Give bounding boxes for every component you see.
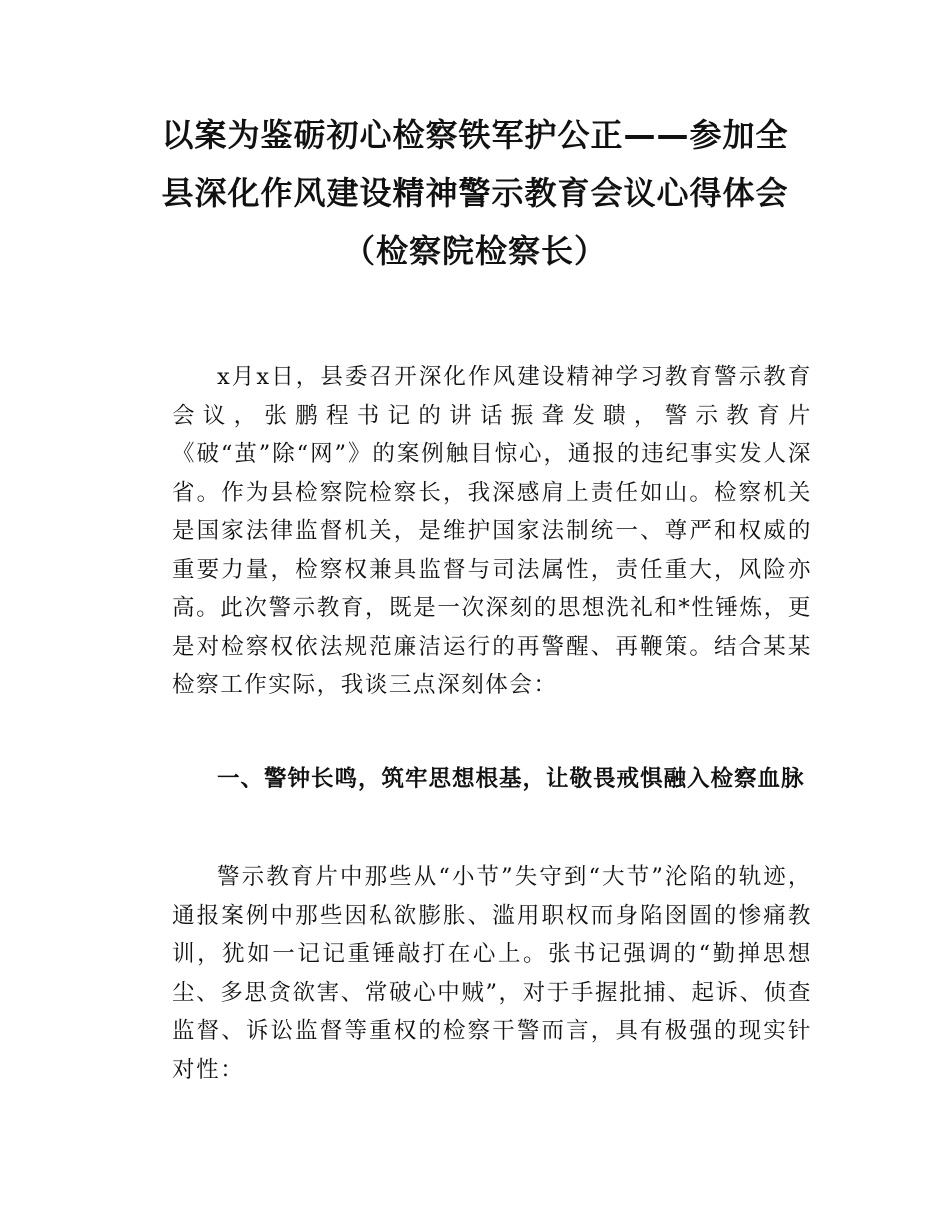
- title-line-2: 县深化作风建设精神警示教育会议心得体会: [161, 174, 789, 212]
- section-heading-1: 一、警钟长鸣，筑牢思想根基，让敬畏戒惧融入检察血脉: [217, 766, 805, 792]
- title-line-3: （检察院检察长）: [342, 232, 607, 270]
- title-line-1: 以案为鉴砺初心检察铁军护公正——参加全: [161, 116, 789, 154]
- document-title: [100, 106, 850, 280]
- intro-paragraph: x月x日，县委召开深化作风建设精神学习教育警示教育会议，张鹏程书记的讲话振聋发聩，警示教育片《破“茧”除“网”》的案例触目惊心，通报的违纪事实发人深省。作为县检察院检察长，我深感肩上责任如山。检察机关是国家法律监督机关，是维护国家法制统一、尊严和权威的重要力量，检察权兼具监督与司法属性，责任重大，风险亦高。此次警示教育，既是一次深刻的思想洗礼和*性锤炼，更是对检察权依法规范廉洁运行的再警醒、再鞭策。结合某某检察工作实际，我谈三点深刻体会：: [172, 364, 812, 698]
- section-1-paragraph: 警示教育片中那些从“小节”失守到“大节”沦陷的轨迹，通报案例中那些因私欲膨胀、滥用职权而身陷囹圄的惨痛教训，犹如一记记重锤敲打在心上。张书记强调的“勤掸思想尘、多思贪欲害、常破心中贼”，对于手握批捕、起诉、侦查监督、诉讼监督等重权的检察干警而言，具有极强的现实针对性：: [172, 864, 812, 1083]
